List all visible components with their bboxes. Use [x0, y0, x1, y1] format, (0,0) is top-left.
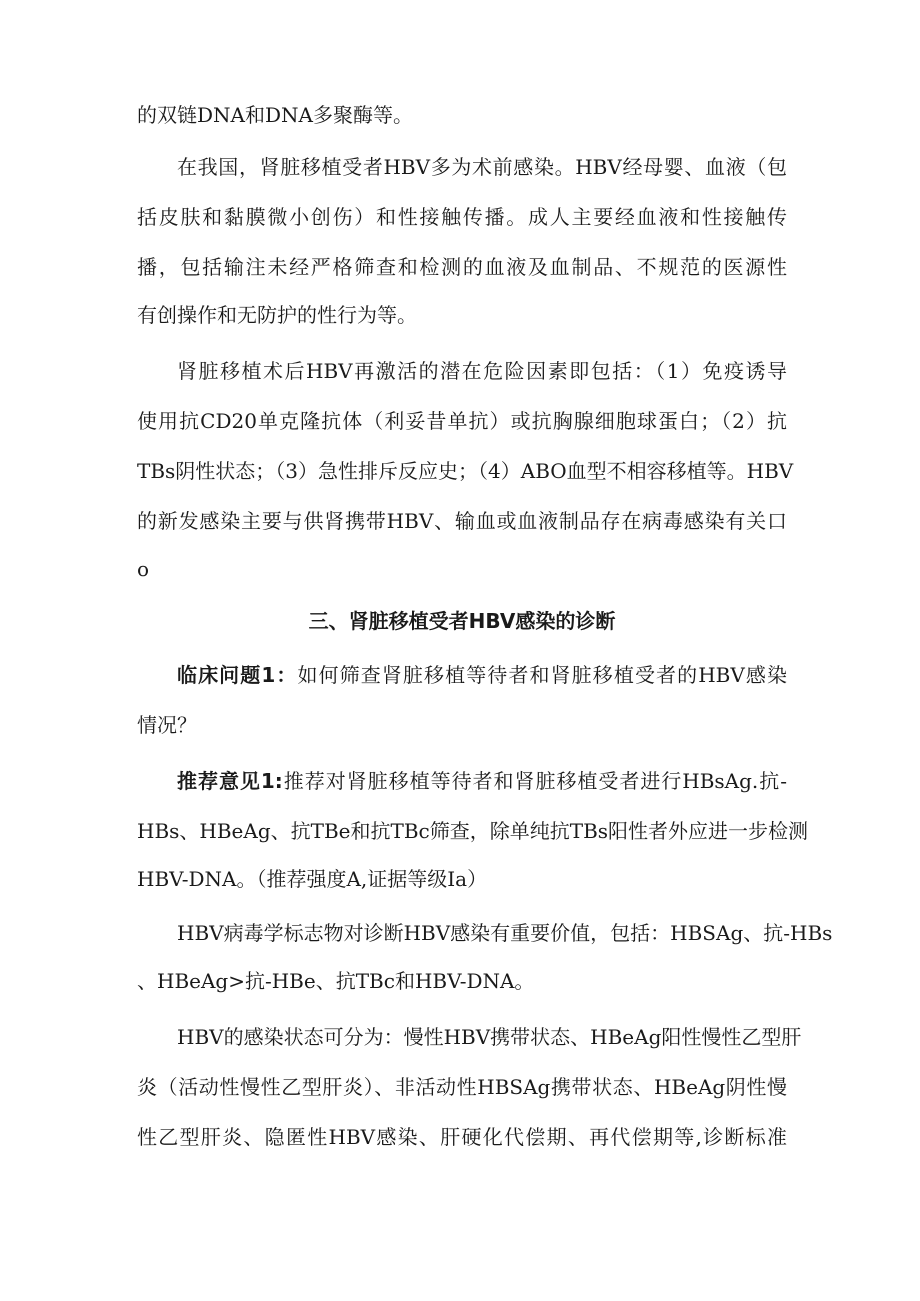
recommendation	[137, 766, 787, 796]
paragraph-line: 有创操作和无防护的性行为等。	[137, 303, 417, 327]
paragraph-line: 的双链DNA和DNA多聚酶等。	[137, 103, 413, 127]
paragraph-line: 情况？	[137, 713, 197, 737]
recommendation-text: 推荐对肾脏移植等待者和肾脏移植受者进行HBsAg.抗-	[282, 769, 787, 793]
paragraph-line: HBV-DNA。（推荐强度A,证据等级Ia）	[137, 867, 488, 891]
paragraph-line: HBV的感染状态可分为：慢性HBV携带状态、HBeAg阳性慢性乙型肝	[177, 1025, 802, 1049]
paragraph-line: 、HBeAg>抗-HBe、抗TBc和HBV-DNA。	[137, 969, 535, 993]
section-heading: 三、肾脏移植受者HBV感染的诊断	[308, 609, 616, 633]
paragraph-line: 括皮肤和黏膜微小创伤）和性接触传播。成人主要经血液和性接触传	[137, 205, 787, 229]
clinical-question	[137, 660, 787, 690]
paragraph-line: HBV病毒学标志物对诊断HBV感染有重要价值，包括：HBSAg、抗-HBs	[177, 921, 833, 945]
recommendation-label: 推荐意见1:	[177, 769, 283, 793]
paragraph-line: 在我国，肾脏移植受者HBV多为术前感染。HBV经母婴、血液（包	[177, 155, 787, 179]
paragraph-line: 使用抗CD20单克隆抗体（利妥昔单抗）或抗胸腺细胞球蛋白；（2）抗	[137, 409, 787, 433]
question-text: 如何筛查肾脏移植等待者和肾脏移植受者的HBV感染	[297, 663, 787, 687]
paragraph-line: o	[137, 557, 150, 581]
paragraph-line: TBs阴性状态；（3）急性排斥反应史；（4）ABO血型不相容移植等。HBV	[137, 459, 794, 483]
paragraph-line: 的新发感染主要与供肾携带HBV、输血或血液制品存在病毒感染有关口	[137, 509, 787, 533]
paragraph-line: 性乙型肝炎、隐匿性HBV感染、肝硬化代偿期、再代偿期等,诊断标准	[137, 1125, 787, 1149]
paragraph-line: HBs、HBeAg、抗TBe和抗TBc筛查，除单纯抗TBs阳性者外应进一步检测	[137, 819, 809, 843]
paragraph-line: 炎（活动性慢性乙型肝炎）、非活动性HBSAg携带状态、HBeAg阴性慢	[137, 1075, 787, 1099]
question-label: 临床问题1：	[177, 663, 298, 687]
paragraph-line: 播，包括输注未经严格筛查和检测的血液及血制品、不规范的医源性	[137, 255, 787, 279]
paragraph-line: 肾脏移植术后HBV再激活的潜在危险因素即包括：（1）免疫诱导	[177, 359, 787, 383]
